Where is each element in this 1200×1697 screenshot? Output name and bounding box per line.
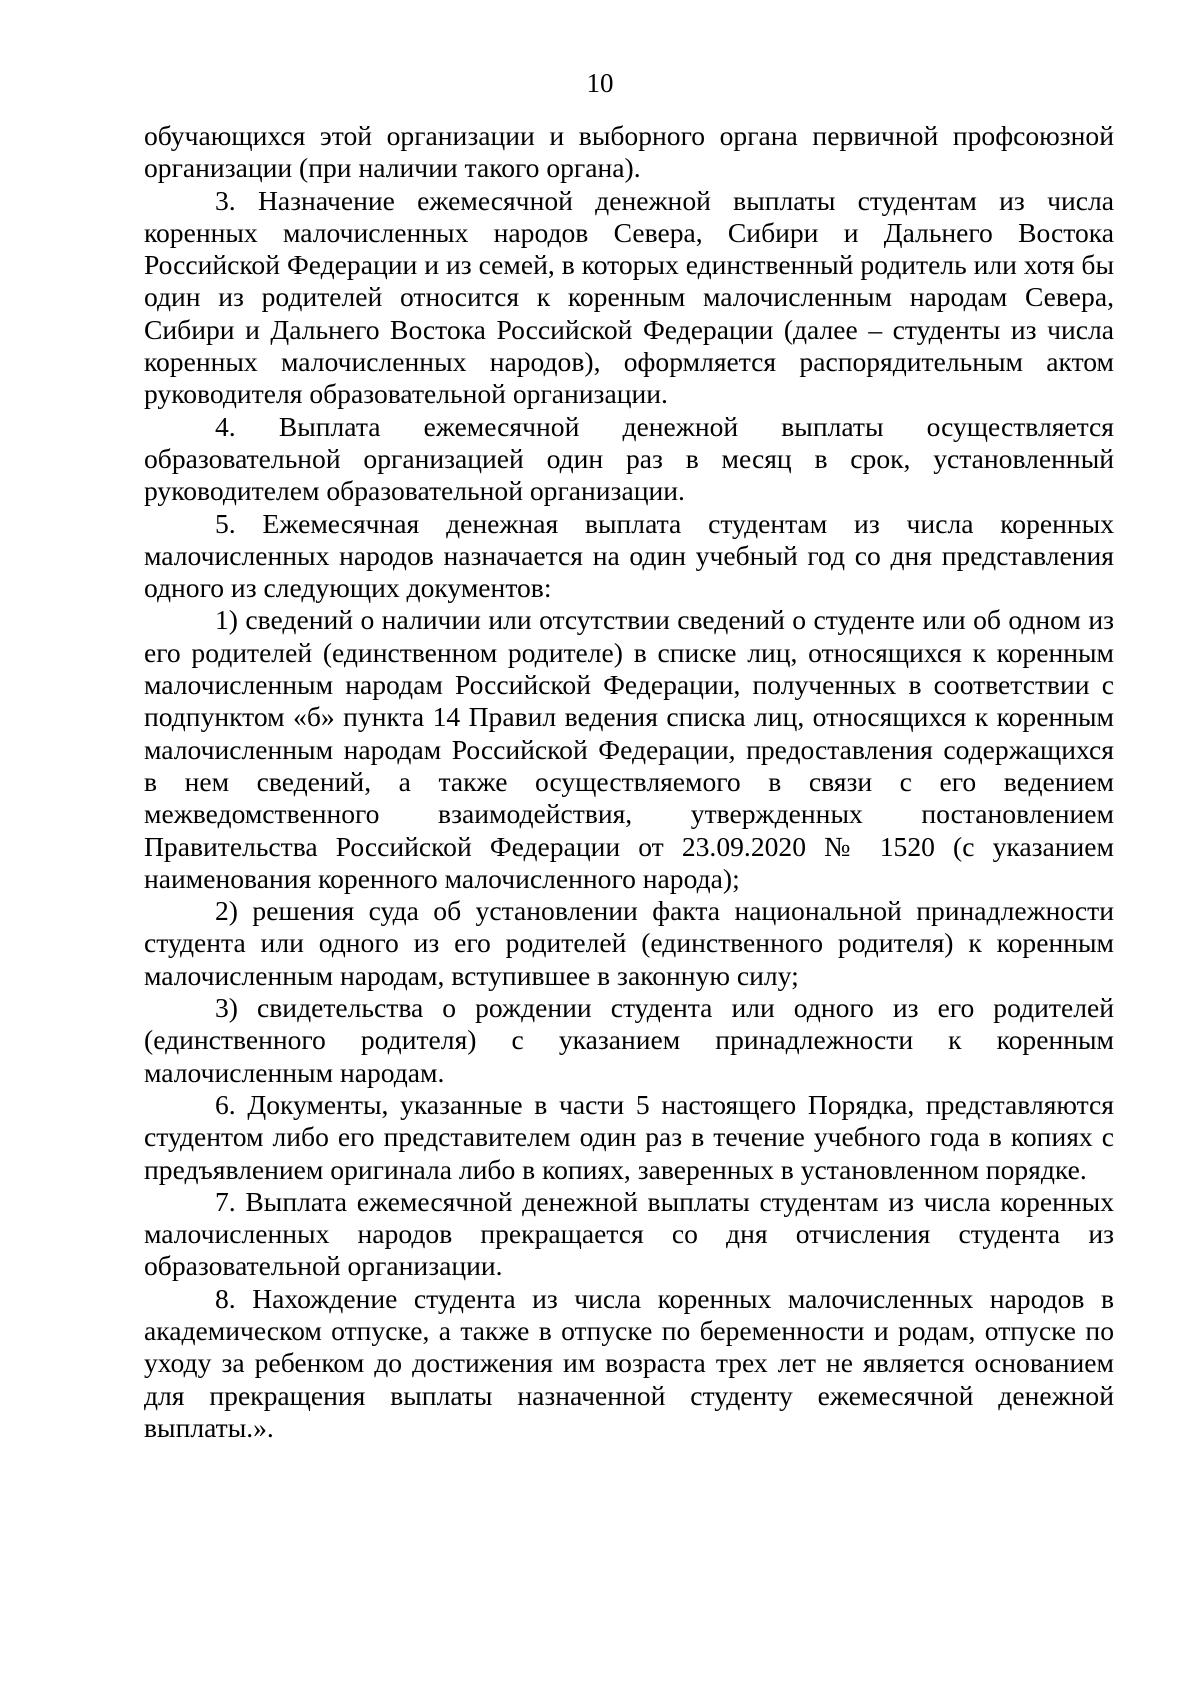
paragraph-item-6: 6. Документы, указанные в части 5 настоящего Порядка, представляются студентом либо его представителем один раз в течение учебного года в копиях с предъявлением оригинала либо в копиях, заверенных в установленном порядке. [144,1088,1114,1185]
paragraph-item-3: 3. Назначение ежемесячной денежной выплаты студентам из числа коренных малочисленных народов Севера, Сибири и Дальнего Востока Российской Федерации и из семей, в которых единственный родитель или хотя бы один из родителей относится к коренным малочисленным народам Севера, Сибири и Дальнего Востока Российской Федерации (далее – студенты из числа коренных малочисленных народов), оформляется распорядительным актом руководителя образовательной организации. [144,184,1114,410]
paragraph-item-4: 4. Выплата ежемесячной денежной выплаты осуществляется образовательной организацией один раз в месяц в срок, установленный руководителем образовательной организации. [144,410,1114,507]
subparagraph-item-2: 2) решения суда об установлении факта национальной принадлежности студента или одного из его родителей (единственного родителя) к коренным малочисленным народам, вступившее в законную силу; [144,895,1114,991]
subparagraph-item-3: 3) свидетельства о рождении студента или одного из его родителей (единственного родителя) с указанием принадлежности к коренным малочисленным народам. [144,992,1114,1088]
paragraph-item-5: 5. Ежемесячная денежная выплата студентам из числа коренных малочисленных народов назначается на один учебный год со дня представления одного из следующих документов: [144,507,1114,604]
paragraph-continuation: обучающихся этой организации и выборного органа первичной профсоюзной организации (при наличии такого органа). [144,120,1114,184]
paragraph-item-7: 7. Выплата ежемесячной денежной выплаты студентам из числа коренных малочисленных народов прекращается со дня отчисления студента из образовательной организации. [144,1185,1114,1282]
page-number: 10 [586,68,614,98]
paragraph-item-8: 8. Нахождение студента из числа коренных малочисленных народов в академическом отпуске, а также в отпуске по беременности и родам, отпуске по уходу за ребенком до достижения им возраста трех лет не является основанием для прекращения выплаты назначенной студенту ежемесячной денежной выплаты.». [144,1282,1114,1443]
subparagraph-item-1: 1) сведений о наличии или отсутствии сведений о студенте или об одном из его родителей (единственном родителе) в списке лиц, относящихся к коренным малочисленным народам Российской Федерации, полученных в соответствии с подпунктом «б» пункта 14 Правил ведения списка лиц, относящихся к коренным малочисленным народам Российской Федерации, предоставления содержащихся в нем сведений, а также осуществляемого в связи с его ведением межведомственного взаимодействия, утвержденных постановлением Правительства Российской Федерации от 23.09.2020 № 1520 (с указанием наименования коренного малочисленного народа); [144,604,1114,894]
document-body [144,120,1114,1444]
